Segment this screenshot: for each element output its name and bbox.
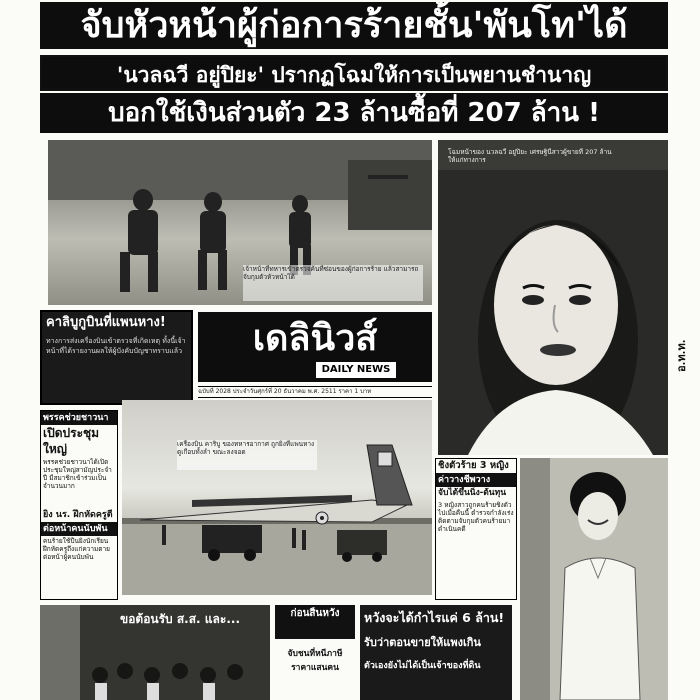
reception-photo-caption: ขอต้อนรับ ส.ส. และ... <box>120 612 241 626</box>
left-title-2: เปิดประชุมใหญ่ <box>43 426 100 456</box>
side-mark: อ.ท.ท. <box>675 339 688 372</box>
left-column <box>40 410 118 600</box>
portrait-caption: โฉมหน้าของ นวลฉวี อยู่ปิยะ เศรษฐินีสาวผู้ขายที่ 207 ล้านให้แก่ทางการ <box>448 148 612 164</box>
profit-headline-1: หวังจะได้กำไรแค่ 6 ล้าน! <box>364 610 505 625</box>
soldiers-photo-caption: เจ้าหน้าที่ทหารเข้าตรวจค้นที่ซ่อนของผู้ก่อการร้าย แล้วสามารถจับกุมตัวหัวหน้าได้ <box>243 265 423 301</box>
right-title-2: ค่าวางชีพวาง <box>436 473 516 487</box>
reception-photo <box>40 605 270 700</box>
bottom-middle-badge: ก่อนสิ้นหวัง <box>275 605 355 639</box>
airplane-photo-caption: เครื่องบิน คาริบู ของทหารอากาศ ถูกยิงที่แพนหาง ดูเกือบทั้งลำ ขณะลงจอด <box>177 440 317 470</box>
profit-headline-box <box>360 605 512 700</box>
portrait-photo <box>438 140 668 455</box>
left-title-4: ต่อหน้าคนนับพัน <box>41 522 117 536</box>
headline-sub-2: บอกใช้เงินส่วนตัว 23 ล้านซื้อที่ 207 ล้าน ! <box>40 93 668 133</box>
right-title-1: ชิงตัวร้าย 3 หญิง <box>438 460 509 471</box>
headline-main: จับหัวหน้าผู้ก่อการร้ายชั้น'พันโท'ได้ <box>40 2 668 49</box>
soldiers-photo <box>48 140 432 305</box>
masthead-english-title: DAILY NEWS <box>316 362 396 378</box>
profit-headline-3: ตัวเองยังไม่ได้เป็นเจ้าของที่ดิน <box>364 661 481 671</box>
profit-headline-2: รับว่าตอนขายให้แพงเกิน <box>364 636 481 649</box>
masthead <box>198 312 432 382</box>
left-text-2: คนร้ายใช้ปืนยิงนักเรียนฝึกหัดครูถึงแก่ความตายต่อหน้าผู้คนนับพัน <box>43 537 110 561</box>
masthead-dateline: ฉบับที่ 2028 ประจำวันศุกร์ที่ 20 ธันวาคม พ.ศ. 2511 ราคา 1 บาท <box>198 386 432 398</box>
left-title-1: พรรคช่วยชาวนา <box>41 411 117 425</box>
right-title-3: จับได้ขึ้นนิ่ง-ต้นทุน <box>438 488 507 498</box>
airplane-photo <box>122 400 432 595</box>
right-column <box>435 458 517 600</box>
caribou-box-text: ทางการส่งเครื่องบินเข้าตรวจที่เกิดเหตุ ทั้งนี้เจ้าหน้าที่ได้รายงานผลให้ผู้บังคับบัญชาทราบแล้ว <box>46 337 186 355</box>
right-text: 3 หญิงสาวถูกคนร้ายชิงตัวไปเมื่อคืนนี้ ตำรวจกำลังเร่งติดตามจับกุมตัวคนร้ายมาดำเนินคดี <box>438 501 514 533</box>
caribou-box-title: คาลิบูกูบินที่แพนหาง! <box>46 315 166 330</box>
caribou-plane-illustration <box>122 400 432 595</box>
left-text-1: พรรคช่วยชาวนาได้เปิดประชุมใหญ่สามัญประจำปี มีสมาชิกเข้าร่วมเป็นจำนวนมาก <box>43 458 112 490</box>
woman-smiling-photo <box>520 458 668 700</box>
bottom-middle-text-1: จับชนที่หนีภาษี <box>287 649 343 659</box>
headline-sub-1: 'นวลฉวี อยู่ปิยะ' ปรากฏโฉมให้การเป็นพยานชำนาญ <box>40 55 668 91</box>
woman-portrait-illustration <box>438 140 668 455</box>
bottom-middle-text-2: ราคาแสนคน <box>291 663 339 673</box>
woman-smiling-illustration <box>520 458 668 700</box>
left-title-3: ยิง นร. ฝึกหัดครูตี <box>43 510 113 520</box>
masthead-thai-title: เดลินิวส์ <box>252 317 378 359</box>
caribou-news-box <box>40 310 193 405</box>
bottom-middle-box <box>275 605 355 700</box>
